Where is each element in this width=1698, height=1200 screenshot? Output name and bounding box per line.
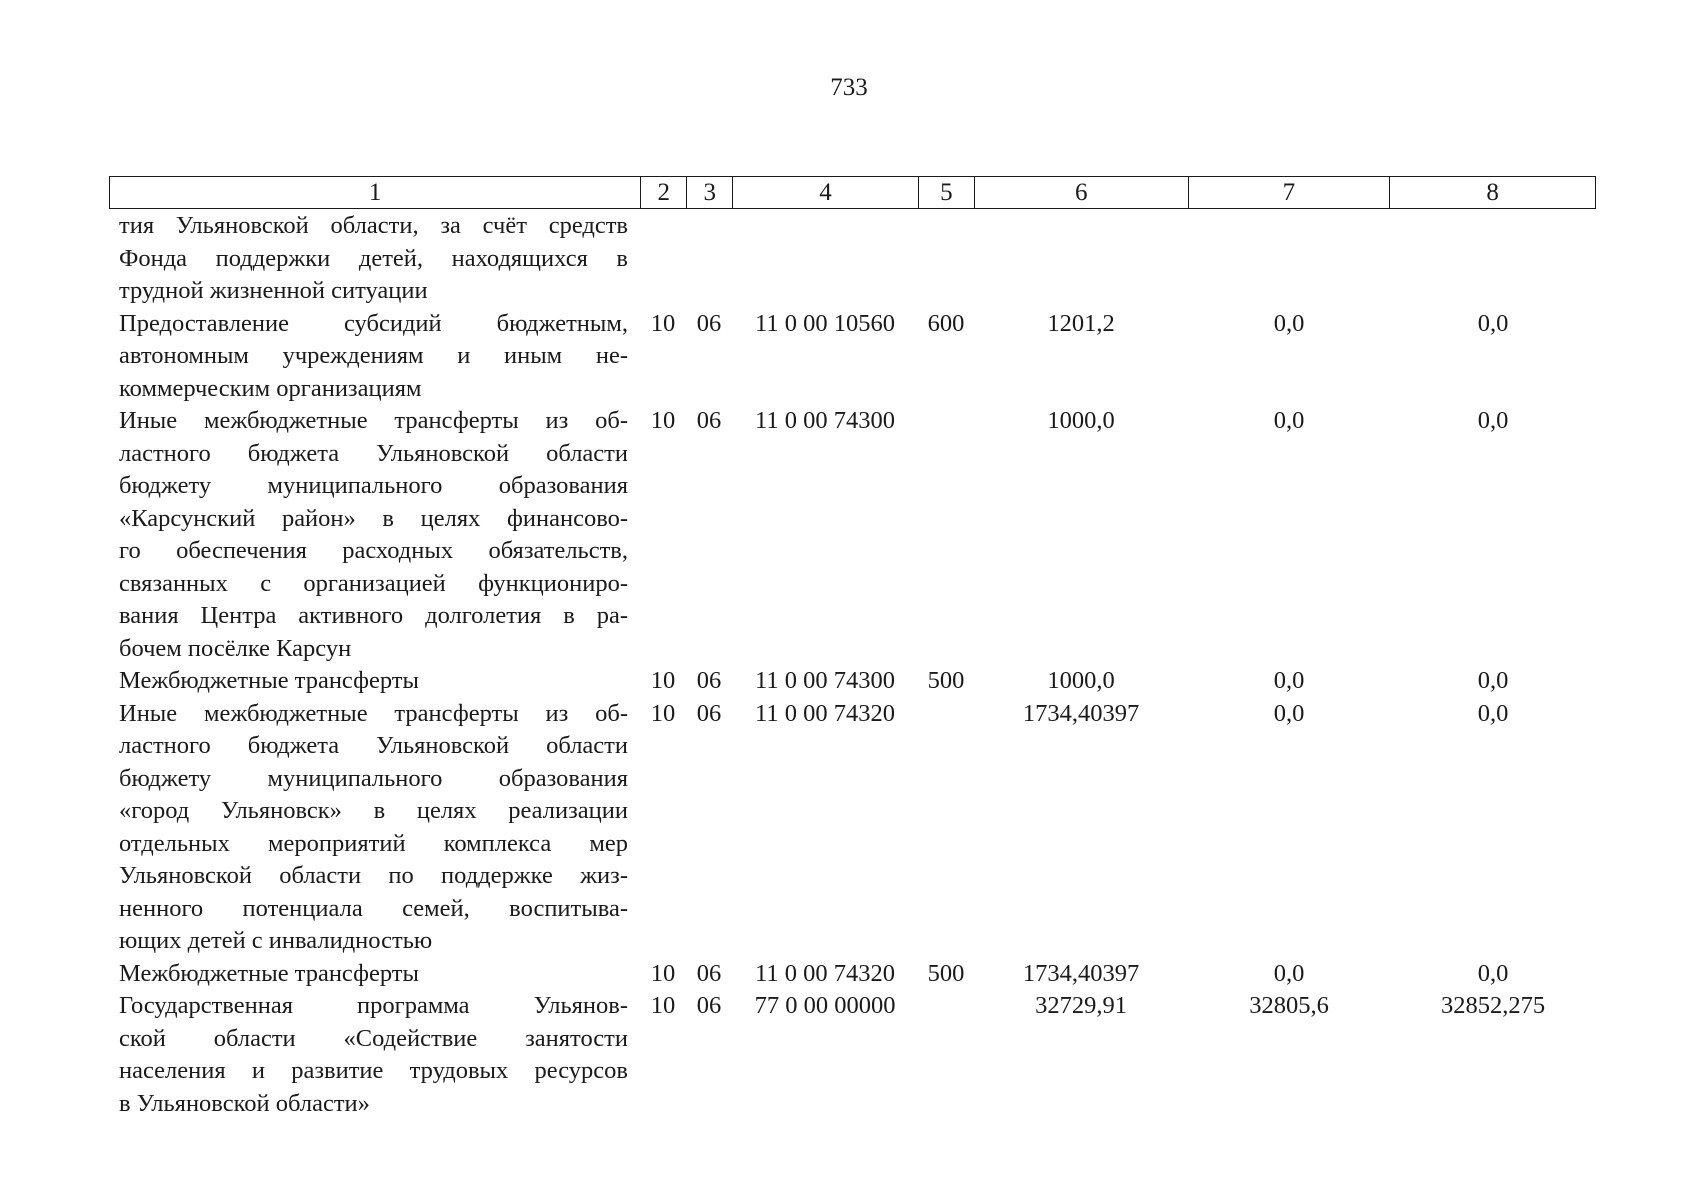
target-article-code: 11 0 00 74320 xyxy=(755,699,895,727)
description-line: ненного потенциала семей, воспитыва- xyxy=(119,894,628,922)
amount-col-7: 0,0 xyxy=(1273,309,1305,337)
amount-col-7: 32805,6 xyxy=(1249,992,1329,1019)
row-description xyxy=(109,990,640,1120)
table-row xyxy=(109,665,1596,698)
description-line: трудной жизненной ситуации xyxy=(119,277,428,304)
description-line: бюджету муниципального образования xyxy=(119,764,628,792)
section-code: 10 xyxy=(650,699,676,727)
row-description xyxy=(109,210,640,308)
table-body xyxy=(109,209,1596,1120)
target-article-code: 11 0 00 74320 xyxy=(755,959,895,987)
subsection-code: 06 xyxy=(696,992,722,1019)
amount-col-8 xyxy=(1390,210,1596,308)
amount-col-6: 32729,91 xyxy=(1035,992,1127,1019)
amount-col-8: 0,0 xyxy=(1477,959,1509,987)
target-article-code: 11 0 00 10560 xyxy=(755,309,895,337)
amount-col-6: 1734,40397 xyxy=(1022,699,1140,727)
table-row xyxy=(109,210,1596,308)
amount-col-6: 1201,2 xyxy=(1047,309,1115,337)
description-line: го обеспечения расходных обязательств, xyxy=(119,537,628,564)
expense-type-code xyxy=(918,405,974,665)
description-line: бюджету муниципального образования xyxy=(119,472,628,499)
amount-col-6: 1000,0 xyxy=(1047,667,1115,694)
header-col-1: 1 xyxy=(368,179,382,206)
amount-col-6: 1000,0 xyxy=(1047,407,1115,434)
table-row xyxy=(109,405,1596,665)
description-line: Государственная программа Ульянов- xyxy=(119,992,628,1019)
description-line: Иные межбюджетные трансферты из об- xyxy=(119,699,628,727)
description-line: отдельных мероприятий комплекса мер xyxy=(119,829,628,857)
target-article-code: 11 0 00 74300 xyxy=(755,407,895,434)
amount-col-8: 32852,275 xyxy=(1440,992,1546,1019)
table-row xyxy=(109,308,1596,406)
header-col-3: 3 xyxy=(686,177,732,208)
table-row xyxy=(109,990,1596,1120)
section-code: 10 xyxy=(650,959,676,987)
header-col-6: 6 xyxy=(974,177,1188,208)
description-line: ской области «Содействие занятости xyxy=(119,1024,628,1052)
header-col-8: 8 xyxy=(1389,177,1595,208)
description-line: «город Ульяновск» в целях реализации xyxy=(119,797,628,824)
amount-col-8: 0,0 xyxy=(1477,407,1509,434)
row-description xyxy=(109,958,640,991)
description-line: ющих детей с инвалидностью xyxy=(119,927,433,954)
subsection-code: 06 xyxy=(696,407,722,434)
amount-col-7: 0,0 xyxy=(1273,407,1305,434)
header-col-2: 2 xyxy=(640,177,686,208)
row-description xyxy=(109,308,640,406)
subsection-code: 06 xyxy=(696,309,722,337)
amount-col-7: 0,0 xyxy=(1273,699,1305,727)
description-line: Фонда поддержки детей, находящихся в xyxy=(119,244,628,272)
description-line: автономным учреждениям и иным не- xyxy=(119,342,628,369)
row-description xyxy=(109,405,640,665)
budget-table xyxy=(109,176,1596,1120)
description-line: бочем посёлке Карсун xyxy=(119,634,352,662)
table-header-row xyxy=(109,176,1596,209)
target-article-code: 77 0 00 00000 xyxy=(754,992,896,1019)
section-code: 10 xyxy=(650,667,676,694)
amount-col-8: 0,0 xyxy=(1477,667,1509,694)
amount-col-6: 1734,40397 xyxy=(1022,959,1140,987)
description-line: коммерческим организациям xyxy=(119,374,422,402)
table-row xyxy=(109,698,1596,958)
expense-type-code xyxy=(918,990,974,1120)
description-line: Межбюджетные трансферты xyxy=(119,959,419,987)
expense-type-code: 600 xyxy=(927,309,965,337)
amount-col-7 xyxy=(1188,210,1390,308)
subsection-code xyxy=(686,210,732,308)
description-line: Межбюджетные трансферты xyxy=(119,667,419,694)
section-code xyxy=(640,210,686,308)
section-code: 10 xyxy=(650,992,676,1019)
header-col-7: 7 xyxy=(1188,177,1390,208)
amount-col-8: 0,0 xyxy=(1477,309,1509,337)
expense-type-code xyxy=(918,210,974,308)
header-col-4: 4 xyxy=(732,177,918,208)
description-line: «Карсунский район» в целях финансово- xyxy=(119,504,628,532)
expense-type-code xyxy=(918,698,974,958)
subsection-code: 06 xyxy=(696,959,722,987)
row-description xyxy=(109,698,640,958)
description-line: Ульяновской области по поддержке жиз- xyxy=(119,862,628,889)
description-line: ластного бюджета Ульяновской области xyxy=(119,732,628,759)
description-line: Иные межбюджетные трансферты из об- xyxy=(119,407,628,434)
expense-type-code: 500 xyxy=(927,959,965,987)
target-article-code: 11 0 00 74300 xyxy=(755,667,895,694)
description-line: ластного бюджета Ульяновской области xyxy=(119,439,628,467)
description-line: Предоставление субсидий бюджетным, xyxy=(119,309,628,337)
amount-col-6 xyxy=(974,210,1188,308)
description-line: тия Ульяновской области, за счёт средств xyxy=(119,212,628,239)
description-line: населения и развитие трудовых ресурсов xyxy=(119,1057,628,1084)
amount-col-8: 0,0 xyxy=(1477,699,1509,727)
page-number: 733 xyxy=(830,74,868,101)
description-line: связанных с организацией функциониро- xyxy=(119,569,628,597)
subsection-code: 06 xyxy=(696,667,722,694)
section-code: 10 xyxy=(650,407,676,434)
target-article-code xyxy=(732,210,918,308)
subsection-code: 06 xyxy=(696,699,722,727)
expense-type-code: 500 xyxy=(927,667,965,694)
description-line: в Ульяновской области» xyxy=(119,1089,370,1117)
table-row xyxy=(109,958,1596,991)
row-description xyxy=(109,665,640,698)
section-code: 10 xyxy=(650,309,676,337)
header-col-5: 5 xyxy=(918,177,974,208)
amount-col-7: 0,0 xyxy=(1273,959,1305,987)
description-line: вания Центра активного долголетия в ра- xyxy=(119,602,628,629)
amount-col-7: 0,0 xyxy=(1273,667,1305,694)
